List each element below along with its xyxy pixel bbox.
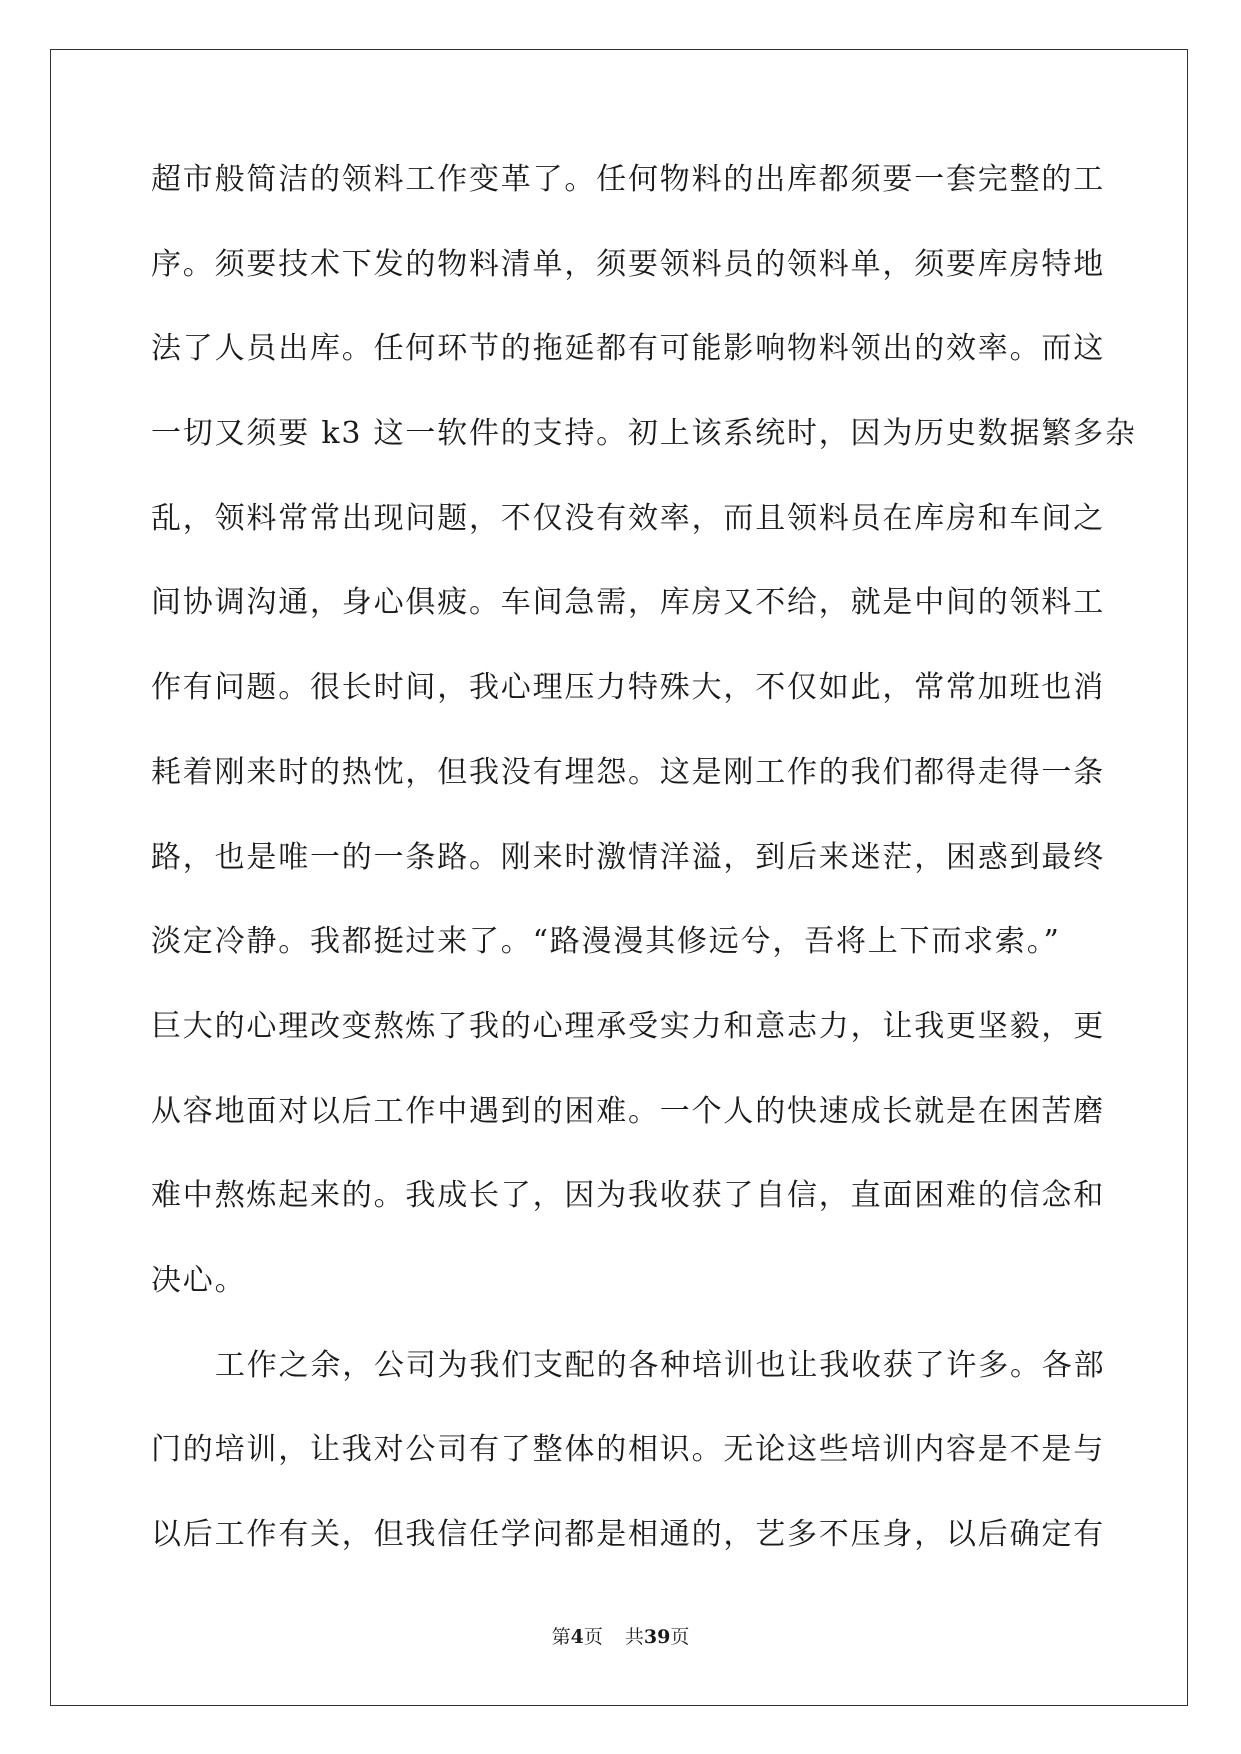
text-line: 淡定冷静。我都挺过来了。“路漫漫其修远兮，吾将上下而求索。” xyxy=(151,924,1061,960)
text-line: 乱，领料常常出现问题，不仅没有效率，而且领料员在库房和车间之 xyxy=(151,500,1105,536)
text-line: 巨大的心理改变熬炼了我的心理承受实力和意志力，让我更坚毅，更 xyxy=(151,1008,1105,1044)
total-prefix: 共 xyxy=(624,1626,644,1648)
page-number: 4 xyxy=(570,1626,584,1648)
text-line: 从容地面对以后工作中遇到的困难。一个人的快速成长就是在困苦磨 xyxy=(151,1093,1105,1129)
text-line: 耗着刚来时的热忱，但我没有埋怨。这是刚工作的我们都得走得一条 xyxy=(151,754,1105,790)
page-prefix: 第 xyxy=(551,1626,571,1648)
text-line: 作有问题。很长时间，我心理压力特殊大，不仅如此，常常加班也消 xyxy=(151,670,1105,706)
text-line: 门的培训，让我对公司有了整体的相识。无论这些培训内容是不是与 xyxy=(151,1432,1105,1468)
page-footer xyxy=(0,1625,1241,1649)
text-line: 以后工作有关，但我信任学问都是相通的，艺多不压身，以后确定有 xyxy=(151,1517,1105,1552)
text-line: 超市般简洁的领料工作变革了。任何物料的出库都须要一套完整的工 xyxy=(151,162,1105,197)
text-line: 决心。 xyxy=(151,1262,247,1298)
paragraph-first-line: 工作之余，公司为我们支配的各种培训也让我收获了许多。各部 xyxy=(215,1347,1106,1383)
body-text xyxy=(151,160,1137,1600)
text-line: 路，也是唯一的一条路。刚来时激情洋溢，到后来迷茫，困惑到最终 xyxy=(151,839,1105,875)
total-suffix: 页 xyxy=(670,1626,690,1648)
text-line: 一切又须要 k3 这一软件的支持。初上该系统时，因为历史数据繁多杂 xyxy=(151,416,1137,452)
text-line: 难中熬炼起来的。我成长了，因为我收获了自信，直面困难的信念和 xyxy=(151,1178,1105,1214)
total-pages: 39 xyxy=(643,1626,671,1648)
text-line: 序。须要技术下发的物料清单，须要领料员的领料单，须要库房特地 xyxy=(151,246,1105,282)
text-line: 法了人员出库。任何环节的拖延都有可能影响物料领出的效率。而这 xyxy=(151,331,1105,367)
text-line: 间协调沟通，身心俱疲。车间急需，库房又不给，就是中间的领料工 xyxy=(151,585,1105,621)
page-suffix: 页 xyxy=(583,1626,603,1648)
